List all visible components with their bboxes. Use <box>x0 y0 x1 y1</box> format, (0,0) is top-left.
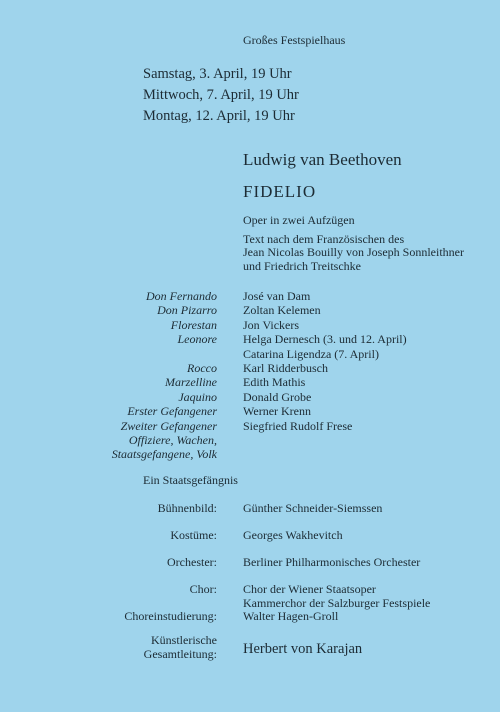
stage-design-value: Günther Schneider-Siemssen <box>243 501 383 515</box>
singer-name: Helga Dernesch (3. und 12. April) <box>243 332 407 347</box>
role-name: Staatsgefangene, Volk <box>111 447 217 462</box>
chorus-master-label: Choreinstudierung: <box>124 609 217 623</box>
subtitle-line: und Friedrich Treitschke <box>243 258 361 273</box>
role-name: Jaquino <box>178 389 217 404</box>
subtitle-line: Text nach dem Französischen des <box>243 231 405 246</box>
chorus-value <box>243 583 430 610</box>
composer: Ludwig van Beethoven <box>243 150 402 169</box>
chorus-line: Kammerchor der Salzburger Festspiele <box>243 595 431 610</box>
singer-name: Zoltan Kelemen <box>243 303 321 318</box>
singer-name: Edith Mathis <box>243 375 306 390</box>
opera-subtitle <box>243 214 464 273</box>
subtitle-line: Oper in zwei Aufzügen <box>243 213 355 227</box>
chorus-line: Chor der Wiener Staatsoper <box>243 582 376 596</box>
singer-name: Catarina Ligendza (7. April) <box>243 346 379 361</box>
subtitle-line: Jean Nicolas Bouilly von Joseph Sonnleithner <box>243 245 464 259</box>
date-line: Mittwoch, 7. April, 19 Uhr <box>143 87 299 103</box>
role-name: Zweiter Gefangener <box>120 418 217 433</box>
role-spacer <box>20 347 217 361</box>
role-name: Erster Gefangener <box>127 404 217 419</box>
chorus-master-value: Walter Hagen-Groll <box>243 609 339 623</box>
opera-title: FIDELIO <box>243 182 317 201</box>
role-name: Marzelline <box>165 375 217 390</box>
role-name: Don Fernando <box>146 289 217 303</box>
date-line: Montag, 12. April, 19 Uhr <box>143 108 295 124</box>
role-name: Florestan <box>170 317 217 332</box>
singer-name: Donald Grobe <box>243 389 312 404</box>
singer-name: José van Dam <box>243 289 311 303</box>
singer-name: Siegfried Rudolf Frese <box>243 418 353 433</box>
direction-label <box>20 634 217 661</box>
role-name: Leonore <box>177 332 217 347</box>
role-name: Rocco <box>187 361 217 376</box>
singer-name: Karl Ridderbusch <box>243 361 328 376</box>
direction-value: Herbert von Karajan <box>243 641 363 657</box>
costume-label: Kostüme: <box>170 528 217 542</box>
date-line: Samstag, 3. April, 19 Uhr <box>143 66 292 82</box>
singer-name: Jon Vickers <box>243 317 300 332</box>
role-name: Offiziere, Wachen, <box>128 433 217 448</box>
role-name: Don Pizarro <box>157 303 217 318</box>
singer-name: Werner Krenn <box>243 404 311 419</box>
orchestra-value: Berliner Philharmonisches Orchester <box>243 555 421 569</box>
costume-value: Georges Wakhevitch <box>243 528 343 542</box>
venue: Großes Festspielhaus <box>243 33 346 47</box>
direction-label-line: Künstlerische <box>151 633 217 647</box>
chorus-label: Chor: <box>189 582 217 596</box>
stage-design-label: Bühnenbild: <box>157 501 217 515</box>
orchestra-label: Orchester: <box>167 555 217 569</box>
singer-list <box>243 289 407 433</box>
role-list <box>20 289 217 462</box>
direction-label-line: Gesamtleitung: <box>143 646 217 661</box>
setting: Ein Staatsgefängnis <box>143 473 238 487</box>
performance-dates <box>143 64 299 127</box>
